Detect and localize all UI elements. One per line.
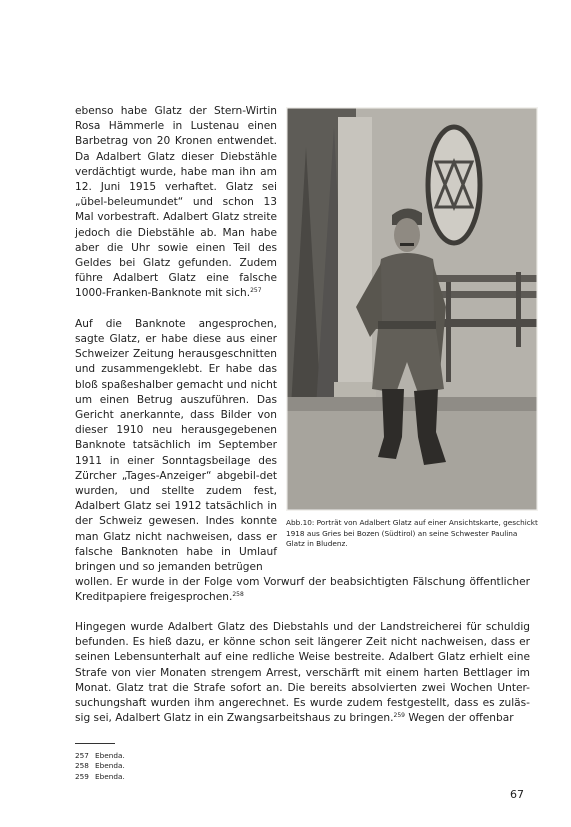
left-text-column: [75, 104, 277, 575]
paragraph-2-continued: [75, 575, 530, 605]
footnote: [75, 751, 125, 761]
footnote-text: Ebenda.: [95, 761, 125, 771]
full-width-paragraph: [75, 620, 530, 726]
portrait-photo: [286, 107, 538, 511]
footnote: [75, 772, 125, 782]
footnote-ref-257[interactable]: 257: [250, 287, 262, 295]
paragraph-1: [75, 104, 277, 302]
paragraph-1-text: ebenso habe Glatz der Stern-Wirtin Rosa Hämmerle in Lustenau einen Barbetrag von 20 Kronen entwendet. Da Adalbert Glatz dieser Diebstähle verdächtigt wurde, habe man ihn am 12. Juni 1915 verhaftet. Glatz sei „übel-beleumundet“ und schon 13 Mal vorbestraft. Adalbert Glatz streite jedoch die Diebstähle ab. Man habe aber die Uhr sowie einen Teil des Geldes bei Glatz gefunden. Zudem führe Adalbert Glatz eine falsche 1000-Franken-Banknote mit sich.: [75, 105, 277, 300]
photo-illustration: [286, 107, 538, 511]
paragraph-3: [75, 620, 530, 726]
footnote-text: Ebenda.: [95, 751, 125, 760]
footnote-number: 258: [75, 761, 89, 771]
paragraph-2: Auf die Banknote angesprochen, sagte Glatz, er habe diese aus einer Schweizer Zeitung herausgeschnitten und zusammengeklebt. Er habe das bloß spaßeshalber gemacht und nicht um einen Betrug auszuführen. Das Gericht anerkannte, dass Bilder von dieser 1910 neu herausgegebenen Banknote tatsächlich im September 1911 in einer Sonntagsbeilage des Zürcher „Tages-Anzeiger“ abgebil-det wurden, und stellte zudem fest, Adalbert Glatz sei 1912 tatsächlich in der Schweiz gewesen. Indes konnte man Glatz nicht nachweisen, dass er falsche Banknoten habe in Umlauf bringen und so jemanden betrügen: [75, 317, 277, 574]
paragraph-2-cont-text: wollen. Er wurde in der Folge vom Vorwurf der beabsichtigten Fälschung öffentlicher Kreditpapiere freigesprochen.: [75, 576, 530, 604]
footnote-number: 257: [75, 751, 89, 760]
footnote-number: 259: [75, 771, 89, 781]
photo-caption: Abb.10: Porträt von Adalbert Glatz auf einer Ansichtskarte, geschickt 1918 aus Gries bei Bozen (Südtirol) an seine Schwester Paulina Glatz in Bludenz.: [286, 518, 538, 549]
footnote: [75, 761, 125, 771]
full-width-continuation: [75, 575, 530, 605]
footnote-text: Ebenda.: [95, 771, 125, 781]
page-number: 67: [510, 788, 524, 801]
footnote-divider: [75, 743, 115, 744]
footnotes: [75, 751, 125, 782]
footnote-ref-259[interactable]: 259: [393, 712, 405, 720]
paragraph-3-text: Hingegen wurde Adalbert Glatz des Diebstahls und der Landstreicherei für schuldig befunden. Es hieß dazu, er könne schon seit längerer Zeit nicht nachweisen, dass er seinen Lebensunterhalt auf eine redliche Weise bestreite. Adalbert Glatz erhielt eine Strafe von vier Monaten strengem Arrest, verschärft mit einem harten Bettlager im Monat. Glatz trat die Strafe sofort an. Die bereits absolvierten zwei Wochen Unter-suchungshaft wurden ihm angerechnet. Es wurde zudem festgestellt, dass es zuläs-sig sei, Adalbert Glatz in ein Zwangsarbeitshaus zu bringen.: [75, 621, 530, 725]
paragraph-3-tail: Wegen der offenbar: [404, 712, 514, 725]
footnote-ref-258[interactable]: 258: [232, 591, 244, 599]
